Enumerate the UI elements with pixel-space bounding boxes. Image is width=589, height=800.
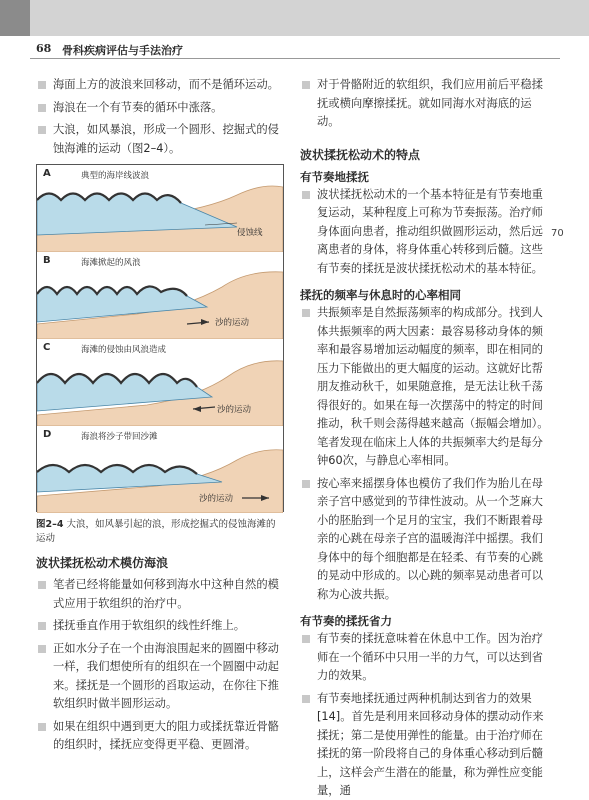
list-item: 如果在组织中遇到更大的阻力或揉抚靠近骨骼的组织时，揉抚应变得更平稳、更圆滑。 <box>36 718 282 755</box>
panel-title: 海滩掀起的风浪 <box>81 258 141 268</box>
running-head: 骨科疾病评估与手法治疗 <box>62 44 183 57</box>
panel-label: 侵蚀线 <box>237 228 263 238</box>
left-column <box>36 76 282 759</box>
wave-illustration-a <box>37 165 283 252</box>
section-title: 波状揉抚松动术的特点 <box>300 147 421 162</box>
bullet-square-icon <box>302 695 310 703</box>
panel-label: 沙的运动 <box>217 405 252 415</box>
figure-caption <box>36 518 282 546</box>
list-item: 揉抚垂直作用于软组织的线性纤维上。 <box>36 617 282 636</box>
header-band <box>0 0 589 36</box>
bullet-square-icon <box>302 309 310 317</box>
section-title: 波状揉抚松动术模仿海浪 <box>36 556 169 570</box>
list-item: 有节奏的揉抚意味着在休息中工作。因为治疗师在一个循环中只用一半的力气，可以达到省力的效果。 <box>300 630 550 686</box>
bullet-square-icon <box>38 723 46 731</box>
bullet-square-icon <box>38 126 46 134</box>
panel-title: 海浪将沙子带回沙滩 <box>81 432 158 442</box>
subsection-title: 有节奏的揉抚省力 <box>300 614 392 628</box>
list-item: 海浪在一个有节奏的循环中涨落。 <box>36 99 282 118</box>
panel-label: 沙的运动 <box>215 318 250 328</box>
bullet-square-icon <box>38 645 46 653</box>
list-item: 按心率来摇摆身体也模仿了我们作为胎儿在母亲子宫中感觉到的节律性波动。从一个芝麻大小的胚胎到一个足月的宝宝，我们不断跟着母亲的心跳在母亲子宫的温暖海洋中摇摆。我们身体中的每个细胞都是在轻柔、有节奏的心跳的晃动中形成的。以心跳的频率晃动患者可以称为心波共振。 <box>300 475 550 605</box>
bullet-square-icon <box>38 581 46 589</box>
list-item: 大浪，如风暴浪，形成一个圆形、挖掘式的侵蚀海滩的运动（图2–4）。 <box>36 121 282 158</box>
side-page-marker: 70 <box>551 228 564 239</box>
list-item: 对于骨骼附近的软组织，我们应用前后平稳揉抚或横向摩擦揉抚。就如同海水对海底的运动。 <box>300 76 550 132</box>
wave-figure <box>36 164 284 512</box>
list-item: 正如水分子在一个由海浪围起来的圆圈中移动一样，我们想使所有的组织在一个圆圈中动起来。揉抚是一个圆形的舀取运动，在你往下推软组织时做半圆形运动。 <box>36 640 282 714</box>
figure-panel-c <box>37 339 283 426</box>
bullet-square-icon <box>302 191 310 199</box>
list-item: 波状揉抚松动术的一个基本特征是有节奏地重复运动，某种程度上可称为节奏振荡。治疗师身体面向患者，推动组织做圆形运动，然后远离患者的身体，将身体重心转移到后髓。这些有节奏的揉抚是波状揉抚松动术的基本特征。 <box>300 186 550 279</box>
list-item: 海面上方的波浪来回移动，而不是循环运动。 <box>36 76 282 95</box>
bullet-square-icon <box>38 622 46 630</box>
bullet-square-icon <box>302 480 310 488</box>
panel-letter: A <box>43 168 51 179</box>
bullet-square-icon <box>302 81 310 89</box>
subsection-title: 揉抚的频率与休息时的心率相同 <box>300 288 461 302</box>
header-dark-block <box>0 0 30 36</box>
figure-panel-a <box>37 165 283 252</box>
wave-illustration-d <box>37 426 283 513</box>
figure-panel-b <box>37 252 283 339</box>
figure-caption-number: 图2–4 <box>36 519 64 530</box>
panel-letter: D <box>43 429 52 440</box>
panel-label: 沙的运动 <box>199 494 234 504</box>
panel-letter: B <box>43 255 51 266</box>
list-item: 有节奏地揉抚通过两种机制达到省力的效果[14]。首先是利用来回移动身体的摆动动作来揉抚；第二是使用弹性的能量。由于治疗师在揉抚的第一阶段将自己的身体重心移动到后髓上，这样会产生潜在的能量，称为弹性应变能量，通 <box>300 690 550 800</box>
bullet-square-icon <box>38 81 46 89</box>
subsection-title: 有节奏地揉抚 <box>300 169 369 184</box>
list-item: 笔者已经将能量如何移到海水中这种自然的模式应用于软组织的治疗中。 <box>36 576 282 613</box>
list-item: 共振频率是自然振荡频率的构成部分。找到人体共振频率的两大因素：最容易移动身体的频率和最容易增加运动幅度的频率，即在相同的压力下能做出的更大幅度的运动。这就好比帮朋友推动秋千，如果随意推，是无法让秋千荡得很好的。如果在每一次摆荡中的特定的时间推动，秋千则会荡得越来越高（振幅会增加）。笔者发现在临床上人体的共振频率大约是每分钟60次，与静息心率相同。 <box>300 304 550 471</box>
page-number: 68 <box>36 42 52 55</box>
panel-title: 典型的海岸线波浪 <box>81 171 150 181</box>
bullet-square-icon <box>38 104 46 112</box>
right-column <box>300 76 550 800</box>
bullet-square-icon <box>302 635 310 643</box>
header-rule <box>30 58 560 59</box>
panel-letter: C <box>43 342 51 353</box>
panel-title: 海滩的侵蚀由风浪造成 <box>81 345 167 355</box>
figure-caption-text: 大浪，如风暴引起的浪，形成挖掘式的侵蚀海滩的运动 <box>36 519 276 544</box>
figure-panel-d <box>37 426 283 513</box>
